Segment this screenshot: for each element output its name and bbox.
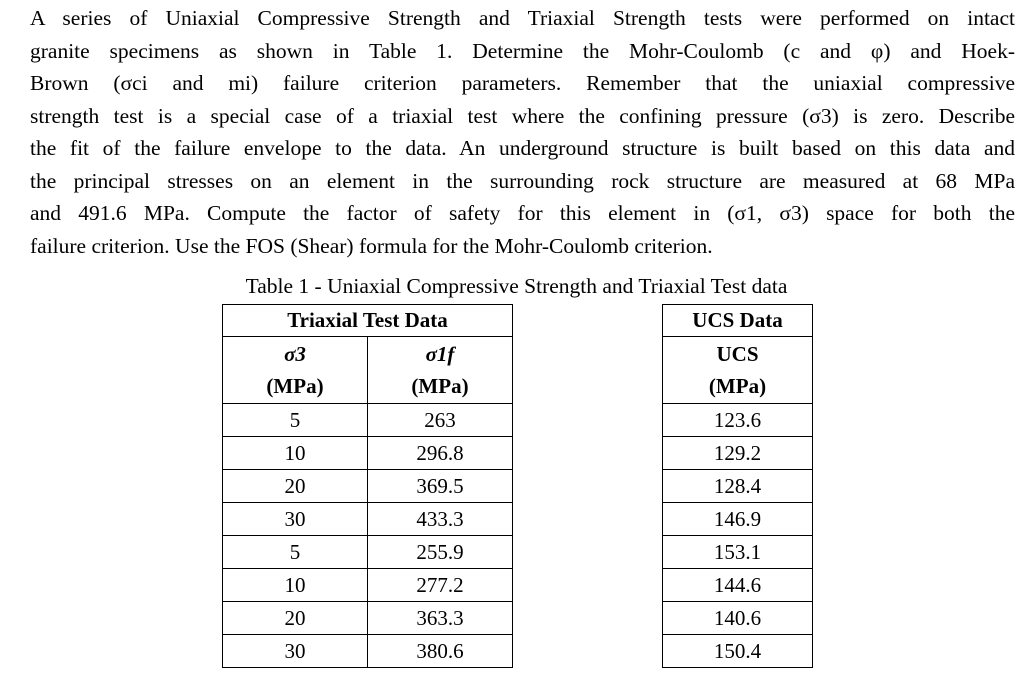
sigma3-symbol: σ3 xyxy=(284,342,306,366)
sigma3-header xyxy=(223,337,368,404)
ucs-table-title: UCS Data xyxy=(663,305,813,337)
sigma3-cell: 10 xyxy=(223,437,368,470)
sigma1f-cell: 369.5 xyxy=(368,470,513,503)
sigma1f-cell: 296.8 xyxy=(368,437,513,470)
ucs-cell: 153.1 xyxy=(663,536,813,569)
sigma3-cell: 30 xyxy=(223,503,368,536)
sigma3-cell: 5 xyxy=(223,404,368,437)
problem-line: the fit of the failure envelope to the data. An underground structure is built based on this data and xyxy=(30,136,1015,160)
ucs-cell: 140.6 xyxy=(663,602,813,635)
table-row xyxy=(223,635,513,668)
ucs-cell: 129.2 xyxy=(663,437,813,470)
problem-line: granite specimens as shown in Table 1. Determine the Mohr-Coulomb (c and φ) and Hoek- xyxy=(30,38,1015,63)
ucs-cell: 123.6 xyxy=(663,404,813,437)
table-row xyxy=(223,470,513,503)
table-row xyxy=(663,404,813,437)
sigma1f-cell: 277.2 xyxy=(368,569,513,602)
table-row xyxy=(663,569,813,602)
table-row xyxy=(223,536,513,569)
table-row xyxy=(663,635,813,668)
sigma3-unit: (MPa) xyxy=(266,374,324,398)
ucs-table xyxy=(662,304,813,668)
ucs-cell: 150.4 xyxy=(663,635,813,668)
ucs-cell: 144.6 xyxy=(663,569,813,602)
sigma1f-cell: 263 xyxy=(368,404,513,437)
table-row xyxy=(663,470,813,503)
problem-statement xyxy=(30,2,1015,262)
sigma3-cell: 10 xyxy=(223,569,368,602)
sigma3-cell: 5 xyxy=(223,536,368,569)
table-row xyxy=(223,569,513,602)
table-caption: Table 1 - Uniaxial Compressive Strength and Triaxial Test data xyxy=(245,274,788,298)
table-row xyxy=(663,437,813,470)
sigma1f-unit: (MPa) xyxy=(411,374,469,398)
table-row xyxy=(223,404,513,437)
table-row xyxy=(223,602,513,635)
table-row xyxy=(663,503,813,536)
sigma1f-cell: 433.3 xyxy=(368,503,513,536)
ucs-cell: 128.4 xyxy=(663,470,813,503)
table-row xyxy=(223,437,513,470)
sigma1f-symbol: σ1f xyxy=(425,342,455,366)
sigma1f-cell: 363.3 xyxy=(368,602,513,635)
table-row xyxy=(663,536,813,569)
table-row xyxy=(223,503,513,536)
triaxial-table xyxy=(222,304,513,668)
table-row xyxy=(663,602,813,635)
problem-line: Brown (σci and mi) failure criterion parameters. Remember that the uniaxial compressive xyxy=(30,71,1015,95)
problem-line: and 491.6 MPa. Compute the factor of safety for this element in (σ1, σ3) space for both the xyxy=(30,201,1015,225)
triaxial-table-title: Triaxial Test Data xyxy=(223,305,513,337)
sigma3-cell: 20 xyxy=(223,602,368,635)
sigma3-cell: 30 xyxy=(223,635,368,668)
ucs-label: UCS xyxy=(716,342,759,366)
sigma3-cell: 20 xyxy=(223,470,368,503)
ucs-unit: (MPa) xyxy=(708,374,767,398)
ucs-header xyxy=(663,337,813,404)
sigma1f-cell: 380.6 xyxy=(368,635,513,668)
ucs-cell: 146.9 xyxy=(663,503,813,536)
problem-line: strength test is a special case of a triaxial test where the confining pressure (σ3) is zero. Describe xyxy=(30,103,1015,128)
problem-line: the principal stresses on an element in the surrounding rock structure are measured at 68 MPa xyxy=(30,168,1015,193)
sigma1f-header xyxy=(368,337,513,404)
problem-line: failure criterion. Use the FOS (Shear) formula for the Mohr-Coulomb criterion. xyxy=(30,233,713,258)
problem-line: A series of Uniaxial Compressive Strength and Triaxial Strength tests were performed on intact xyxy=(30,6,1015,30)
sigma1f-cell: 255.9 xyxy=(368,536,513,569)
